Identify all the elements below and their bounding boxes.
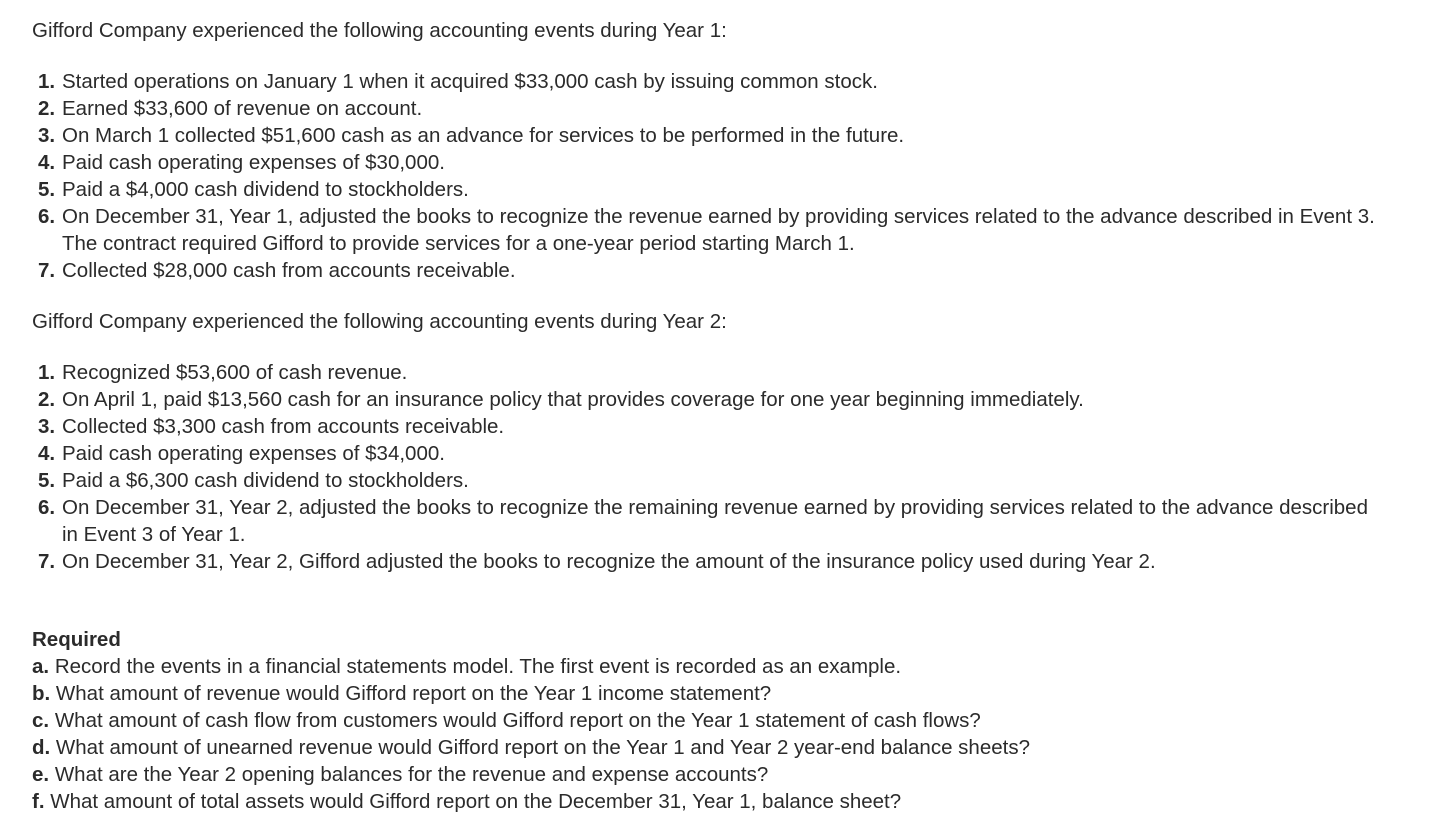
list-item: [32, 761, 1443, 788]
item-number: 4.: [38, 151, 56, 174]
list-item: [32, 359, 1443, 386]
list-item: [32, 788, 1443, 815]
item-text: Recognized $53,600 of cash revenue.: [62, 361, 408, 384]
item-number: 7.: [38, 550, 56, 573]
item-number: 6.: [38, 205, 56, 228]
item-text: What are the Year 2 opening balances for the revenue and expense accounts?: [54, 763, 769, 786]
list-item: [32, 548, 1443, 575]
year1-event-list: [32, 68, 1443, 284]
list-item: [32, 176, 1443, 203]
item-text: On April 1, paid $13,560 cash for an insurance policy that provides coverage for one year beginning immediately.: [62, 388, 1084, 411]
item-text: Paid a $6,300 cash dividend to stockholders.: [62, 469, 469, 492]
item-number: 1.: [38, 361, 56, 384]
list-item: [32, 440, 1443, 467]
year1-intro: Gifford Company experienced the following accounting events during Year 1:: [32, 19, 727, 42]
list-item: [32, 680, 1443, 707]
list-item: [32, 122, 1443, 149]
item-number: 5.: [38, 469, 56, 492]
item-text: On December 31, Year 2, Gifford adjusted the books to recognize the amount of the insurance policy used during Year 2.: [62, 550, 1156, 573]
item-text: Earned $33,600 of revenue on account.: [62, 97, 423, 120]
item-text: What amount of revenue would Gifford report on the Year 1 income statement?: [55, 682, 772, 705]
item-number: 2.: [38, 97, 56, 120]
item-number: 2.: [38, 388, 56, 411]
item-text: On December 31, Year 1, adjusted the books to recognize the revenue earned by providing services related to the advance described in Event 3. The contract required Gifford to provide services for a one-year period starting March 1.: [62, 205, 1375, 255]
item-text: On March 1 collected $51,600 cash as an advance for services to be performed in the future.: [62, 124, 905, 147]
item-letter: b.: [32, 682, 51, 705]
item-letter: c.: [32, 709, 50, 732]
required-list: [32, 653, 1443, 815]
item-text: What amount of cash flow from customers would Gifford report on the Year 1 statement of cash flows?: [54, 709, 981, 732]
year2-intro: Gifford Company experienced the following accounting events during Year 2:: [32, 310, 727, 333]
list-item: [32, 149, 1443, 176]
item-number: 5.: [38, 178, 56, 201]
item-text: Collected $3,300 cash from accounts receivable.: [62, 415, 505, 438]
item-letter: d.: [32, 736, 51, 759]
item-number: 3.: [38, 124, 56, 147]
item-number: 4.: [38, 442, 56, 465]
list-item: [32, 653, 1443, 680]
item-text: Record the events in a financial statements model. The first event is recorded as an example.: [54, 655, 902, 678]
list-item: [32, 467, 1443, 494]
item-number: 7.: [38, 259, 56, 282]
item-text: Paid cash operating expenses of $30,000.: [62, 151, 445, 174]
list-item: [32, 68, 1443, 95]
list-item: [32, 257, 1443, 284]
item-number: 3.: [38, 415, 56, 438]
item-letter: e.: [32, 763, 50, 786]
item-text: Paid cash operating expenses of $34,000.: [62, 442, 445, 465]
item-text: Paid a $4,000 cash dividend to stockholders.: [62, 178, 469, 201]
item-text: On December 31, Year 2, adjusted the books to recognize the remaining revenue earned by providing services related to the advance described in Event 3 of Year 1.: [62, 496, 1368, 546]
list-item: [32, 734, 1443, 761]
list-item: [32, 95, 1443, 122]
list-item: [32, 413, 1443, 440]
item-text: What amount of unearned revenue would Gifford report on the Year 1 and Year 2 year-end balance sheets?: [55, 736, 1030, 759]
item-text: Started operations on January 1 when it acquired $33,000 cash by issuing common stock.: [62, 70, 878, 93]
required-heading: Required: [32, 628, 121, 651]
item-number: 1.: [38, 70, 56, 93]
item-number: 6.: [38, 496, 56, 519]
year2-event-list: [32, 359, 1443, 575]
item-text: What amount of total assets would Gifford report on the December 31, Year 1, balance sheet?: [50, 790, 902, 813]
item-letter: a.: [32, 655, 50, 678]
list-item: [32, 707, 1443, 734]
item-letter: f.: [32, 790, 45, 813]
list-item: [32, 203, 1443, 257]
item-text: Collected $28,000 cash from accounts receivable.: [62, 259, 516, 282]
list-item: [32, 386, 1443, 413]
list-item: [32, 494, 1443, 548]
